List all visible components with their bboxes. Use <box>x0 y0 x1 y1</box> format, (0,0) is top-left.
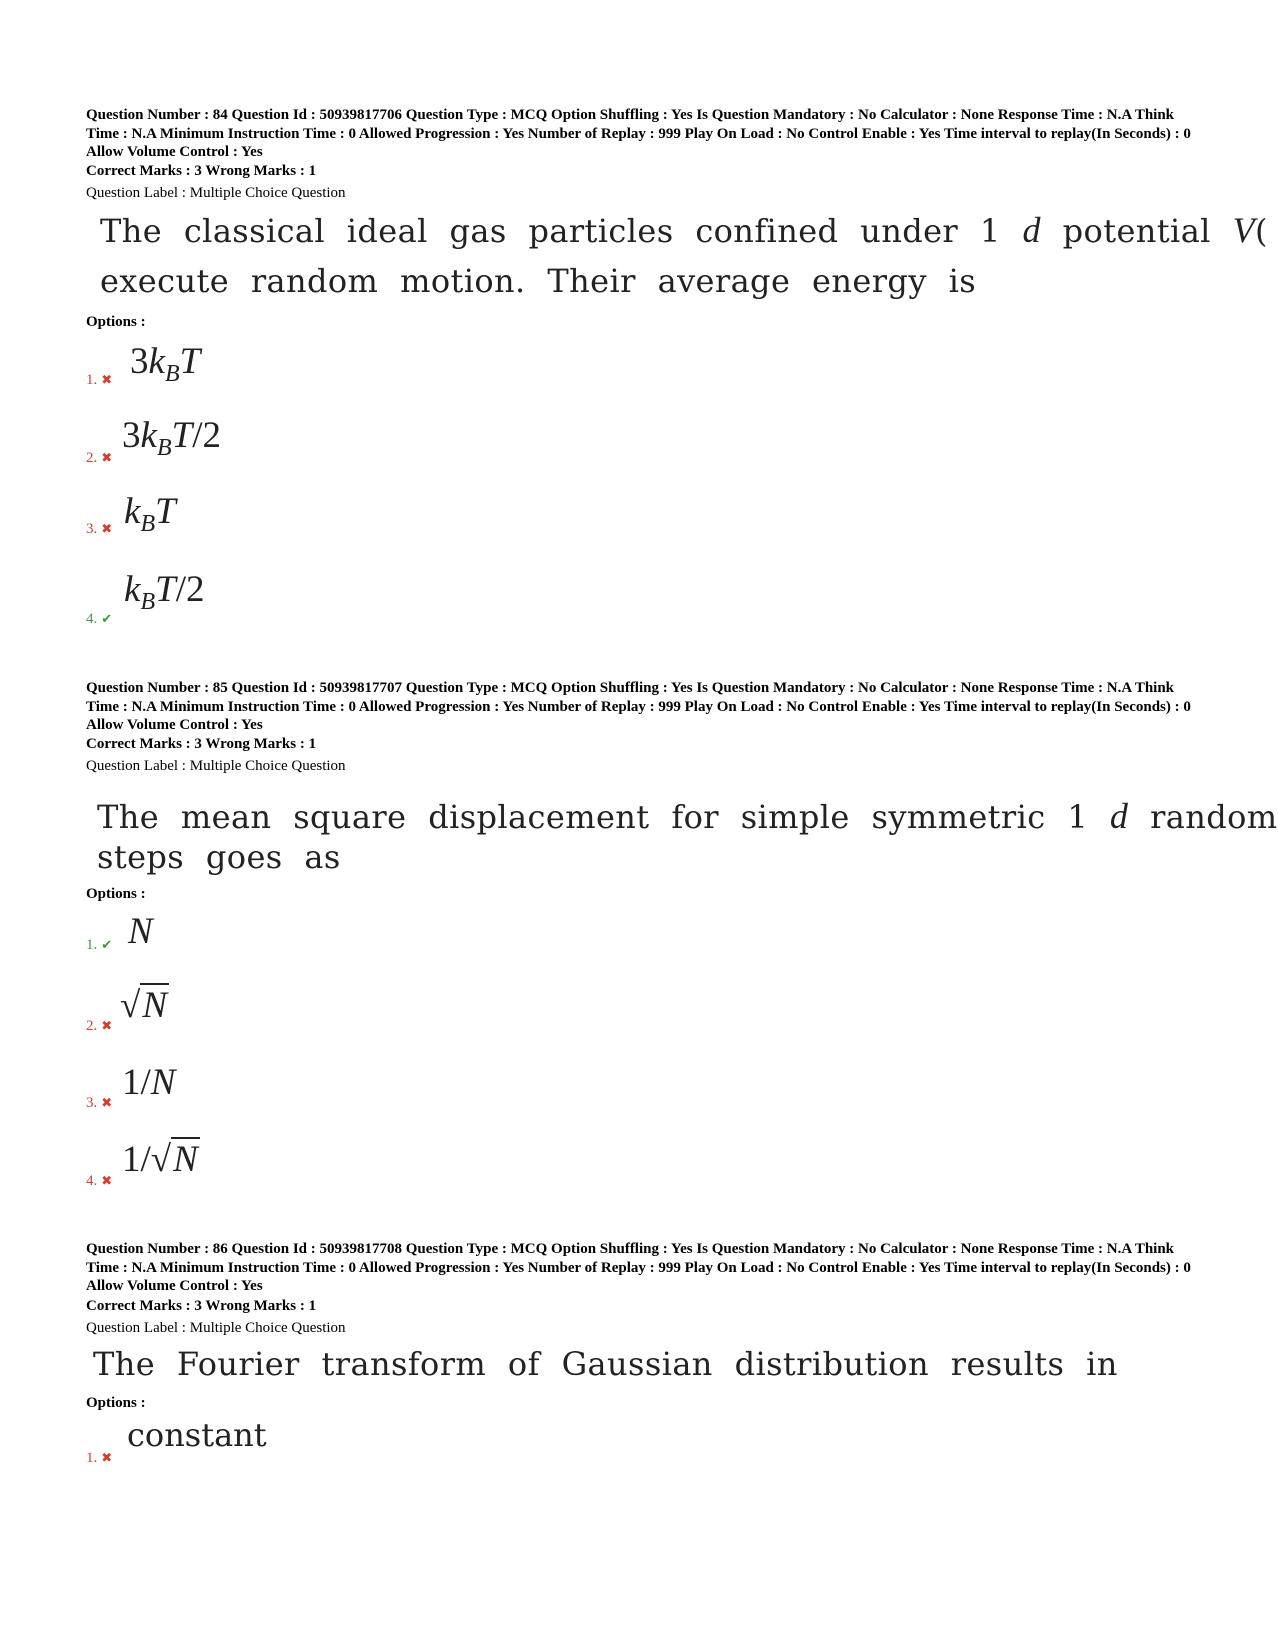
q85-option-3-expression[interactable]: 1/N <box>122 1062 176 1103</box>
q84-option-4-number: 4. ✔ <box>86 611 113 627</box>
q85-option-2-expression[interactable]: √N <box>120 985 167 1026</box>
cross-icon: ✖ <box>101 372 113 387</box>
q84-option-1-number: 1. ✖ <box>86 372 113 388</box>
question-84-meta: Question Number : 84 Question Id : 50939817706 Question Type : MCQ Option Shuffling : Yes Is Question Mandatory : No Calculator : None Response Time : N.A Think Time : N.A Minimum Instruction Time : 0 Allowed Progression : Yes Number of Replay : 999 Play On Load : No Control Enable : Yes Time interval to replay(In Seconds) : 0 Allow Volume Control : Yes <box>86 107 1191 160</box>
question-85-label: Question Label : Multiple Choice Question <box>86 758 346 774</box>
question-84-marks: Correct Marks : 3 Wrong Marks : 1 <box>86 163 317 179</box>
cross-icon: ✖ <box>101 450 113 465</box>
q86-option-1-text[interactable]: constant <box>127 1416 267 1454</box>
q84-option-2-number: 2. ✖ <box>86 450 113 466</box>
question-84-text-line1: The classical ideal gas particles confined under 1 d potential V( <box>100 210 1268 250</box>
cross-icon: ✖ <box>101 1173 113 1188</box>
cross-icon: ✖ <box>101 1018 113 1033</box>
question-84-options-label: Options : <box>86 314 146 330</box>
q84-option-3-expression[interactable]: $k_BT$ <box>124 491 176 537</box>
q85-option-4-number: 4. ✖ <box>86 1173 113 1189</box>
cross-icon: ✖ <box>101 521 113 536</box>
cross-icon: ✖ <box>101 1095 113 1110</box>
q85-option-4-expression[interactable]: 1/√N <box>122 1139 198 1180</box>
question-86-label: Question Label : Multiple Choice Question <box>86 1320 346 1336</box>
q86-option-1-number: 1. ✖ <box>86 1450 113 1466</box>
q84-option-4-expression[interactable]: $k_BT/2$ <box>124 569 205 615</box>
q85-option-1-expression[interactable]: N <box>128 911 153 952</box>
question-84-label: Question Label : Multiple Choice Question <box>86 185 346 201</box>
cross-icon: ✖ <box>101 1450 113 1465</box>
q84-option-2-expression[interactable]: $3k_BT/2$ <box>122 415 221 461</box>
question-86-options-label: Options : <box>86 1395 146 1411</box>
question-85-marks: Correct Marks : 3 Wrong Marks : 1 <box>86 736 317 752</box>
check-icon: ✔ <box>101 611 113 626</box>
question-85-text-line2: steps goes as <box>97 838 341 876</box>
q85-option-3-number: 3. ✖ <box>86 1095 113 1111</box>
question-85-meta: Question Number : 85 Question Id : 50939817707 Question Type : MCQ Option Shuffling : Yes Is Question Mandatory : No Calculator : None Response Time : N.A Think Time : N.A Minimum Instruction Time : 0 Allowed Progression : Yes Number of Replay : 999 Play On Load : No Control Enable : Yes Time interval to replay(In Seconds) : 0 Allow Volume Control : Yes <box>86 680 1191 733</box>
question-86-meta: Question Number : 86 Question Id : 50939817708 Question Type : MCQ Option Shuffling : Yes Is Question Mandatory : No Calculator : None Response Time : N.A Think Time : N.A Minimum Instruction Time : 0 Allowed Progression : Yes Number of Replay : 999 Play On Load : No Control Enable : Yes Time interval to replay(In Seconds) : 0 Allow Volume Control : Yes <box>86 1241 1191 1294</box>
q85-option-2-number: 2. ✖ <box>86 1018 113 1034</box>
q84-option-3-number: 3. ✖ <box>86 521 113 537</box>
question-85-options-label: Options : <box>86 886 146 902</box>
q85-option-1-number: 1. ✔ <box>86 937 113 953</box>
question-85-text-line1: The mean square displacement for simple symmetric 1 d random <box>97 796 1278 836</box>
question-84-text-line2: execute random motion. Their average energy is <box>100 262 977 300</box>
check-icon: ✔ <box>101 937 113 952</box>
question-86-marks: Correct Marks : 3 Wrong Marks : 1 <box>86 1298 317 1314</box>
question-86-text-line1: The Fourier transform of Gaussian distribution results in <box>93 1345 1118 1383</box>
q84-option-1-expression[interactable]: $3k_BT$ <box>130 341 201 387</box>
